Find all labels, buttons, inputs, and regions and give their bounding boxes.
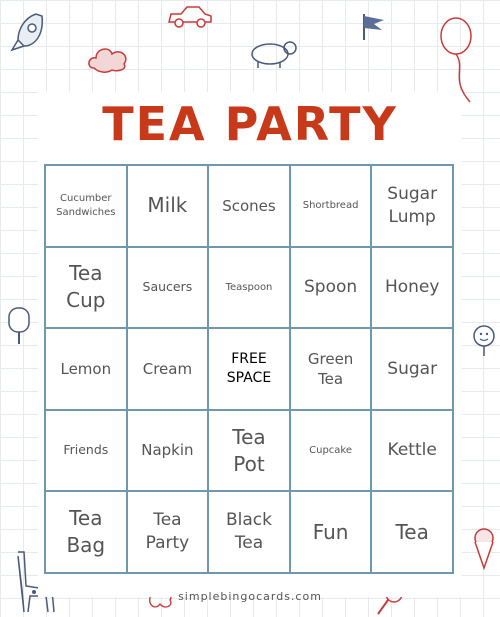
flag-icon: [360, 12, 388, 42]
bingo-cell[interactable]: Fun: [290, 491, 372, 573]
bingo-cell[interactable]: Teaspoon: [208, 247, 290, 329]
bingo-cell[interactable]: Shortbread: [290, 165, 372, 247]
bingo-cell[interactable]: Spoon: [290, 247, 372, 329]
bingo-cell[interactable]: Kettle: [371, 410, 453, 492]
bingo-cell[interactable]: Honey: [371, 247, 453, 329]
popsicle-icon: [4, 306, 34, 346]
bingo-cell[interactable]: Friends: [45, 410, 127, 492]
page-title: TEA PARTY: [102, 97, 398, 151]
footer-site-link[interactable]: simplebingocards.com: [178, 590, 322, 603]
dog-icon: [248, 38, 300, 70]
bingo-cell[interactable]: Black Tea: [208, 491, 290, 573]
sun-face-icon: [470, 322, 498, 358]
bingo-cell[interactable]: Sugar Lump: [371, 165, 453, 247]
cloud-icon: [86, 44, 132, 74]
bingo-cell[interactable]: Tea Party: [127, 491, 209, 573]
ice-cream-icon: [470, 526, 498, 570]
free-space-cell[interactable]: FREE SPACE: [208, 328, 290, 410]
bingo-cell[interactable]: Sugar: [371, 328, 453, 410]
bingo-cell[interactable]: Tea Cup: [45, 247, 127, 329]
car-icon: [165, 4, 215, 30]
bingo-cell[interactable]: Cucumber Sandwiches: [45, 165, 127, 247]
bingo-cell[interactable]: Milk: [127, 165, 209, 247]
bingo-cell[interactable]: Tea: [371, 491, 453, 573]
bingo-cell[interactable]: Lemon: [45, 328, 127, 410]
bingo-cell[interactable]: Green Tea: [290, 328, 372, 410]
bingo-grid: [44, 164, 454, 574]
bingo-cell[interactable]: Cream: [127, 328, 209, 410]
bingo-cell[interactable]: Napkin: [127, 410, 209, 492]
bingo-cell[interactable]: Tea Pot: [208, 410, 290, 492]
bingo-cell[interactable]: Saucers: [127, 247, 209, 329]
bingo-cell[interactable]: Scones: [208, 165, 290, 247]
rocket-icon: [10, 10, 46, 56]
bingo-cell[interactable]: Tea Bag: [45, 491, 127, 573]
balloon-icon: [436, 14, 480, 104]
bingo-cell[interactable]: Cupcake: [290, 410, 372, 492]
